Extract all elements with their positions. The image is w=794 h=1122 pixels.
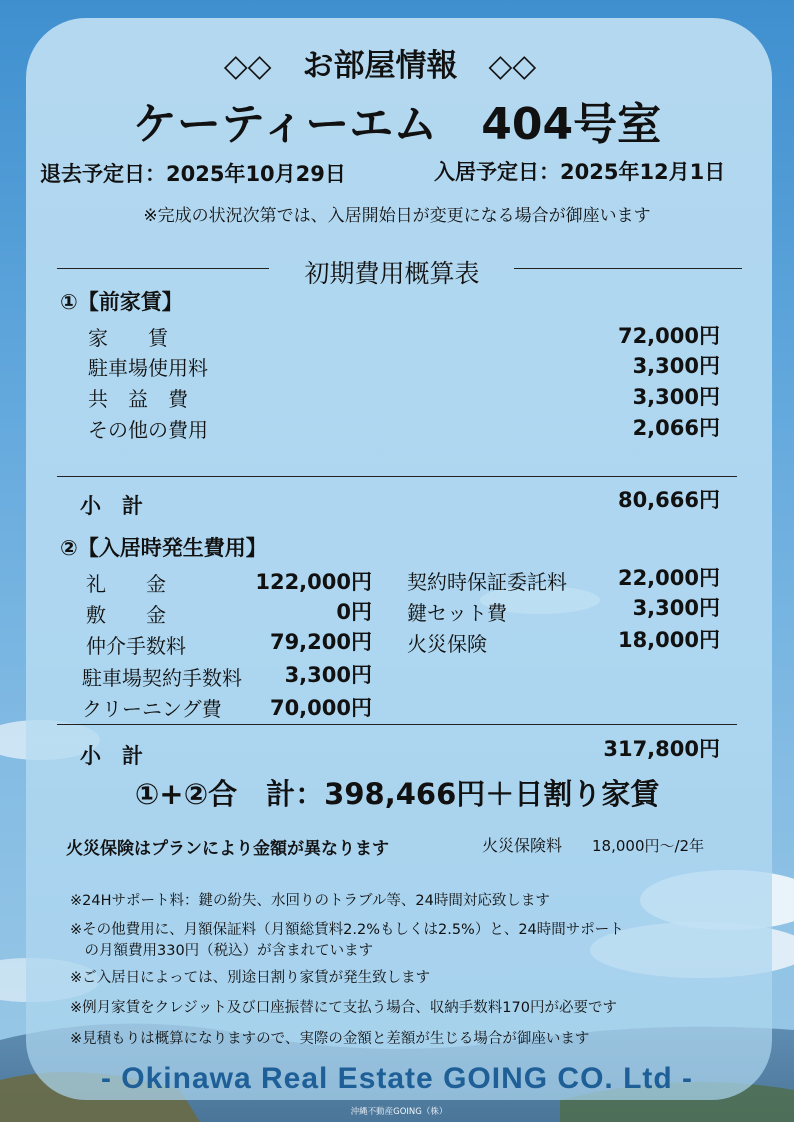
footnote-support: ※24Hサポート料：鍵の紛失、水回りのトラブル等、24時間対応致します [70, 893, 550, 909]
brokerage-fee-value: 79,200円 [269, 630, 372, 654]
footnote-other-fees: ※その他費用に、月額保証料（月額総賃料2.2%もしくは2.5%）と、24時間サポート [70, 922, 624, 938]
company-name: - Okinawa Real Estate GOING CO. Ltd - [100, 1062, 694, 1095]
key-money-label: 礼 金 [86, 572, 166, 596]
section-title: ◇◇ お部屋情報 ◇◇ [223, 48, 537, 84]
section2-rule [57, 724, 737, 725]
section2-subtotal-value: 317,800円 [603, 737, 720, 761]
section1-subtotal-label: 小 計 [80, 494, 143, 518]
guarantee-fee-label: 契約時保証委託料 [407, 570, 567, 594]
parking-fee-label: 駐車場使用料 [88, 356, 208, 380]
move-in-date: 入居予定日：2025年12月1日 [434, 160, 726, 184]
cleaning-fee-value: 70,000円 [269, 696, 372, 720]
property-name: ケーティーエム 404号室 [132, 99, 662, 150]
section2-subtotal-label: 小 計 [80, 744, 143, 768]
footnote-estimate: ※見積もりは概算になりますので、実際の金額と差額が生じる場合が御座います [70, 1031, 590, 1047]
estimate-title: 初期費用概算表 [304, 259, 480, 288]
company-stamp-subtext: 沖縄不動産GOING（株） [350, 1107, 448, 1117]
notice-text: ※完成の状況次第では、入居開始日が変更になる場合が御座います [143, 206, 651, 226]
section1-heading: ①【前家賃】 [60, 290, 183, 314]
insurance-note: 火災保険はプランにより金額が異なります [66, 839, 389, 859]
parking-contract-fee-label: 駐車場契約手数料 [82, 666, 242, 690]
grand-total: ①+②合 計：398,466円＋日割り家賃 [134, 777, 660, 811]
title-rule-right [514, 268, 742, 269]
common-fee-label: 共 益 費 [88, 387, 188, 411]
fire-insurance-value: 18,000円 [617, 628, 720, 652]
footnote-other-fees-cont: の月額費用330円（税込）が含まれています [70, 943, 374, 959]
key-set-fee-value: 3,300円 [632, 596, 720, 620]
deposit-value: 0円 [336, 600, 372, 624]
insurance-fee-label: 火災保険料 [482, 836, 563, 855]
rent-value: 72,000円 [617, 324, 720, 348]
insurance-fee-value: 18,000円〜/2年 [592, 837, 705, 855]
company-stamp [334, 1074, 464, 1120]
rent-label: 家 賃 [88, 326, 168, 350]
title-rule-left [57, 268, 269, 269]
other-fees-label: その他の費用 [88, 418, 208, 442]
section1-rule [57, 476, 737, 477]
key-set-fee-label: 鍵セット費 [407, 601, 507, 625]
parking-fee-value: 3,300円 [632, 354, 720, 378]
deposit-label: 敷 金 [86, 603, 166, 627]
guarantee-fee-value: 22,000円 [617, 566, 720, 590]
footnote-collection-fee: ※例月家賃をクレジット及び口座振替にて支払う場合、収納手数料170円が必要です [70, 1000, 617, 1016]
footnote-prorated: ※ご入居日によっては、別途日割り家賃が発生致します [70, 970, 431, 986]
fire-insurance-label: 火災保険 [407, 632, 487, 656]
other-fees-value: 2,066円 [632, 416, 720, 440]
cleaning-fee-label: クリーニング費 [82, 697, 222, 721]
section1-subtotal-value: 80,666円 [617, 488, 720, 512]
parking-contract-fee-value: 3,300円 [284, 663, 372, 687]
section2-heading: ②【入居時発生費用】 [60, 536, 267, 560]
common-fee-value: 3,300円 [632, 385, 720, 409]
key-money-value: 122,000円 [255, 570, 372, 594]
move-out-date: 退去予定日：2025年10月29日 [40, 162, 346, 186]
brokerage-fee-label: 仲介手数料 [86, 634, 186, 658]
